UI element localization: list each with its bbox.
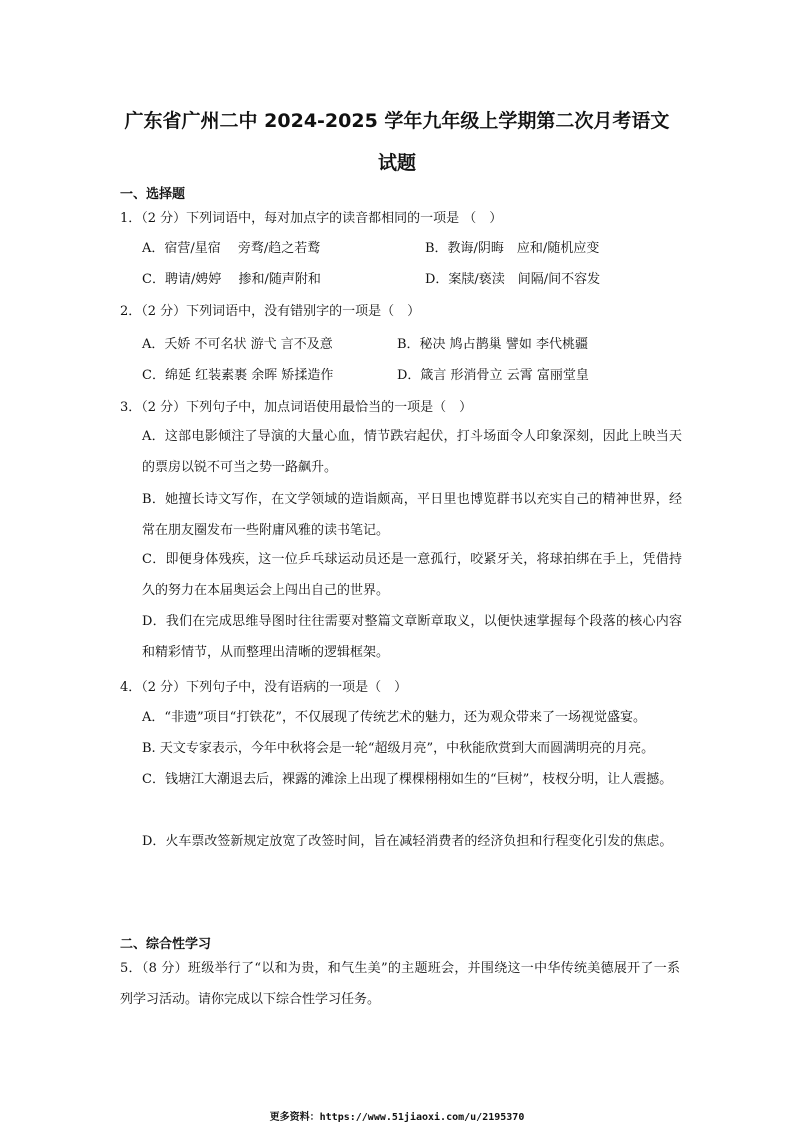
question-3-option-a: A．这部电影倾注了导演的大量心血，情节跌宕起伏，打斗场面令人印象深刻，因此上映当天的票房以锐不可当之势一路飙升。 <box>142 429 682 475</box>
question-1-stem: 1．（2 分）下列词语中，每对加点字的读音都相同的一项是 （ ） <box>120 211 503 226</box>
question-3-option-d: D．我们在完成思维导图时往往需要对整篇文章断章取义，以便快速掌握每个段落的核心内容和精彩情节，从而整理出清晰的逻辑框架。 <box>142 614 682 660</box>
question-2-stem: 2．（2 分）下列词语中，没有错别字的一项是（ ） <box>120 304 421 319</box>
question-2-option-a: A．夭娇 不可名状 游弋 言不及意 <box>142 337 333 352</box>
question-4-stem: 4．（2 分）下列句子中，没有语病的一项是（ ） <box>120 680 408 695</box>
question-2-option-d: D．箴言 形消骨立 云霄 富丽堂皇 <box>397 368 589 383</box>
footer-link-text: 更多资料：https://www.51jiaoxi.com/u/2195370 <box>269 1112 525 1123</box>
question-1-option-c: C．聘请/娉婷 掺和/随声附和 <box>142 272 321 287</box>
question-5-stem: 5．（8 分）班级举行了“以和为贵，和气生美”的主题班会，并围绕这一中华传统美德展开了一系列学习活动。请你完成以下综合性学习任务。 <box>120 961 680 1007</box>
question-1-option-d: D．案牍/亵渎 间隔/间不容发 <box>425 272 601 287</box>
question-3-stem: 3．（2 分）下列句子中，加点词语使用最恰当的一项是（ ） <box>120 400 473 415</box>
question-4-option-b: B. 天文专家表示，今年中秋将会是一轮“超级月亮”，中秋能欣赏到大而圆满明亮的月亮。 <box>142 741 655 756</box>
question-3-option-b: B．她擅长诗文写作，在文学领域的造诣颇高，平日里也博览群书以充实自己的精神世界，经常在朋友圈发布一些附庸风雅的读书笔记。 <box>142 492 682 538</box>
question-2-option-b: B．秘决 鸠占鹊巢 譬如 李代桃疆 <box>397 337 588 352</box>
question-1-option-b: B．教诲/阴晦 应和/随机应变 <box>425 241 600 256</box>
section-heading-choice: 一、选择题 <box>120 187 186 202</box>
question-4-option-a: A．“非遗”项目“打铁花”，不仅展现了传统艺术的魅力，还为观众带来了一场视觉盛宴。 <box>142 710 646 725</box>
question-1-option-a: A．宿营/星宿 旁骛/趋之若鹜 <box>142 241 321 256</box>
page-title-line2: 试题 <box>377 152 416 174</box>
question-4-option-c: C．钱塘江大潮退去后，裸露的滩涂上出现了棵棵栩栩如生的“巨树”，枝杈分明，让人震撼。 <box>142 772 673 787</box>
question-3-option-c: C．即便身体残疾，这一位乒乓球运动员还是一意孤行，咬紧牙关，将球拍绑在手上，凭借持久的努力在本届奥运会上闯出自己的世界。 <box>142 552 682 598</box>
page-title: 广东省广州二中 2024-2025 学年九年级上学期第二次月考语文 <box>124 110 670 132</box>
section-heading-comprehensive: 二、综合性学习 <box>120 937 212 952</box>
question-2-option-c: C．绵延 红装素裹 余晖 矫揉造作 <box>142 368 334 383</box>
question-4-option-d: D．火车票改签新规定放宽了改签时间，旨在减轻消费者的经济负担和行程变化引发的焦虑。 <box>142 834 673 849</box>
